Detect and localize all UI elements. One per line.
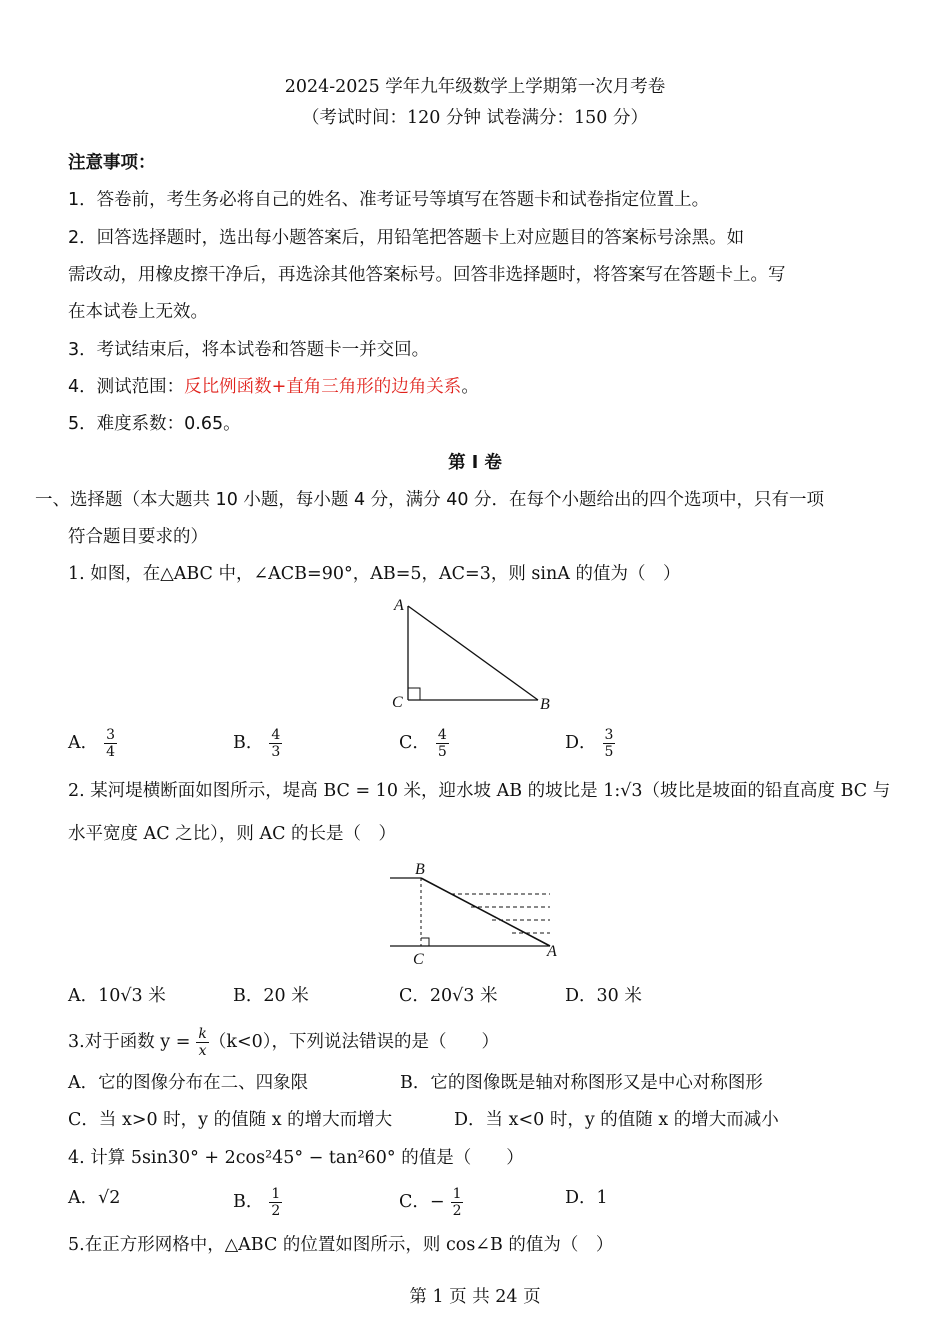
notice-item-5: 5．难度系数：0.65。 bbox=[68, 414, 241, 434]
fraction-denominator: x bbox=[198, 1043, 207, 1059]
volume-label: 第 Ⅰ 卷 bbox=[448, 453, 502, 473]
fraction-denominator: 2 bbox=[452, 1203, 462, 1219]
question-3-option-a[interactable]: A．它的图像分布在二、四象限 bbox=[68, 1073, 309, 1093]
triangle-side-ab bbox=[408, 606, 538, 700]
option-fraction bbox=[603, 727, 616, 760]
vertex-label-b: B bbox=[415, 861, 425, 878]
option-value: 10√3 米 bbox=[98, 986, 166, 1006]
notice-item-3: 3．考试结束后，将本试卷和答题卡一并交回。 bbox=[68, 340, 430, 360]
question-1-option-b[interactable] bbox=[233, 727, 282, 760]
fraction-denominator: 5 bbox=[604, 744, 614, 760]
page-footer: 第 1 页 共 24 页 bbox=[409, 1287, 541, 1307]
option-label: D． bbox=[565, 733, 597, 753]
question-1-figure bbox=[380, 592, 580, 718]
question-2-text-line-1: 2. 某河堤横断面如图所示，堤高 BC = 10 米，迎水坡 AB 的坡比是 1:√3（坡比是坡面的铅直高度 BC 与 bbox=[68, 781, 891, 801]
option-label: D． bbox=[565, 1188, 597, 1208]
fraction-denominator: 4 bbox=[106, 744, 116, 760]
question-5-text: 5.在正方形网格中，△ABC 的位置如图所示，则 cos∠B 的值为（ ） bbox=[68, 1235, 614, 1255]
question-4-option-c[interactable] bbox=[399, 1186, 463, 1219]
question-1-text: 1. 如图，在△ABC 中，∠ACB=90°，AB=5，AC=3，则 sinA 的值为（ ） bbox=[68, 564, 681, 584]
fraction-k-over-x bbox=[196, 1026, 208, 1059]
exam-title: 2024-2025 学年九年级数学上学期第一次月考卷 bbox=[284, 77, 666, 97]
question-2-option-c[interactable] bbox=[399, 984, 498, 1008]
question-2-text-line-2: 水平宽度 AC 之比），则 AC 的长是（ ） bbox=[68, 824, 397, 844]
option-fraction bbox=[104, 727, 117, 760]
option-label: B． bbox=[233, 986, 264, 1006]
question-3-option-d[interactable]: D．当 x<0 时，y 的值随 x 的增大而减小 bbox=[454, 1110, 779, 1130]
notice-item-4-prefix: 4．测试范围： bbox=[68, 377, 185, 397]
section-1-heading-line-2: 符合题目要求的） bbox=[68, 527, 208, 547]
fraction-denominator: 5 bbox=[437, 744, 447, 760]
vertex-label-c: C bbox=[392, 694, 403, 711]
option-label: C． bbox=[399, 1192, 430, 1212]
option-sign: − bbox=[429, 1192, 445, 1212]
fraction-numerator: k bbox=[198, 1026, 207, 1042]
question-4-option-a[interactable] bbox=[68, 1186, 120, 1210]
option-fraction bbox=[451, 1186, 464, 1219]
vertex-label-c: C bbox=[413, 951, 424, 968]
exam-subtitle: （考试时间：120 分钟 试卷满分：150 分） bbox=[302, 108, 648, 128]
option-value: 30 米 bbox=[596, 986, 642, 1006]
question-3-option-c[interactable]: C．当 x>0 时，y 的值随 x 的增大而增大 bbox=[68, 1110, 393, 1130]
section-1-heading-line-1: 一、选择题（本大题共 10 小题，每小题 4 分，满分 40 分．在每个小题给出的四个选项中，只有一项 bbox=[35, 490, 825, 510]
right-angle-mark bbox=[421, 938, 429, 946]
option-value: √2 bbox=[98, 1188, 121, 1208]
vertex-label-b: B bbox=[540, 696, 550, 713]
question-4-option-b[interactable] bbox=[233, 1186, 282, 1219]
notice-item-1: 1．答卷前，考生务必将自己的姓名、准考证号等填写在答题卡和试卷指定位置上。 bbox=[68, 190, 710, 210]
option-label: A． bbox=[68, 986, 99, 1006]
slope-ab bbox=[421, 878, 550, 946]
question-2-figure bbox=[388, 858, 568, 968]
question-2-option-b[interactable] bbox=[233, 984, 309, 1008]
question-1-option-d[interactable] bbox=[565, 727, 615, 760]
option-label: B． bbox=[233, 733, 264, 753]
option-value: 20 米 bbox=[263, 986, 309, 1006]
right-angle-mark bbox=[408, 688, 420, 700]
question-2-option-d[interactable] bbox=[565, 984, 642, 1008]
question-3-suffix: （k<0），下列说法错误的是（ ） bbox=[208, 1032, 500, 1052]
question-4-option-d[interactable] bbox=[565, 1186, 608, 1210]
question-3-option-b[interactable]: B．它的图像既是轴对称图形又是中心对称图形 bbox=[400, 1073, 763, 1093]
option-label: A． bbox=[68, 1188, 99, 1208]
notice-item-2-line-2: 需改动，用橡皮擦干净后，再选涂其他答案标号。回答非选择题时，将答案写在答题卡上。写 bbox=[68, 265, 786, 285]
option-value: 20√3 米 bbox=[429, 986, 498, 1006]
notice-item-2-line-1: 2．回答选择题时，选出每小题答案后，用铅笔把答题卡上对应题目的答案标号涂黑。如 bbox=[68, 228, 745, 248]
fraction-numerator: 4 bbox=[437, 727, 447, 743]
notice-item-4 bbox=[68, 375, 479, 399]
fraction-numerator: 3 bbox=[604, 727, 614, 743]
notice-item-4-suffix: 。 bbox=[461, 377, 479, 397]
fraction-denominator: 3 bbox=[271, 744, 281, 760]
question-2-option-a[interactable] bbox=[68, 984, 166, 1008]
option-label: D． bbox=[565, 986, 597, 1006]
question-3-prefix: 3.对于函数 y = bbox=[68, 1032, 191, 1052]
option-label: B． bbox=[233, 1192, 264, 1212]
fraction-numerator: 1 bbox=[271, 1186, 281, 1202]
fraction-numerator: 1 bbox=[452, 1186, 462, 1202]
vertex-label-a: A bbox=[547, 943, 557, 960]
fraction-numerator: 4 bbox=[271, 727, 281, 743]
option-label: A． bbox=[68, 733, 99, 753]
notice-item-2-line-3: 在本试卷上无效。 bbox=[68, 302, 208, 322]
fraction-denominator: 2 bbox=[271, 1203, 281, 1219]
question-1-option-a[interactable] bbox=[68, 727, 117, 760]
question-3-text bbox=[68, 1026, 499, 1059]
option-fraction bbox=[269, 1186, 282, 1219]
option-label: C． bbox=[399, 986, 430, 1006]
option-label: C． bbox=[399, 733, 430, 753]
vertex-label-a: A bbox=[394, 597, 404, 614]
notice-heading: 注意事项： bbox=[68, 153, 156, 173]
option-fraction bbox=[269, 727, 282, 760]
question-1-option-c[interactable] bbox=[399, 727, 449, 760]
fraction-numerator: 3 bbox=[106, 727, 116, 743]
test-scope: 反比例函数+直角三角形的边角关系 bbox=[184, 377, 462, 397]
question-4-text: 4. 计算 5sin30° + 2cos²45° − tan²60° 的值是（ ） bbox=[68, 1148, 524, 1168]
option-fraction bbox=[436, 727, 449, 760]
option-value: 1 bbox=[596, 1188, 608, 1208]
